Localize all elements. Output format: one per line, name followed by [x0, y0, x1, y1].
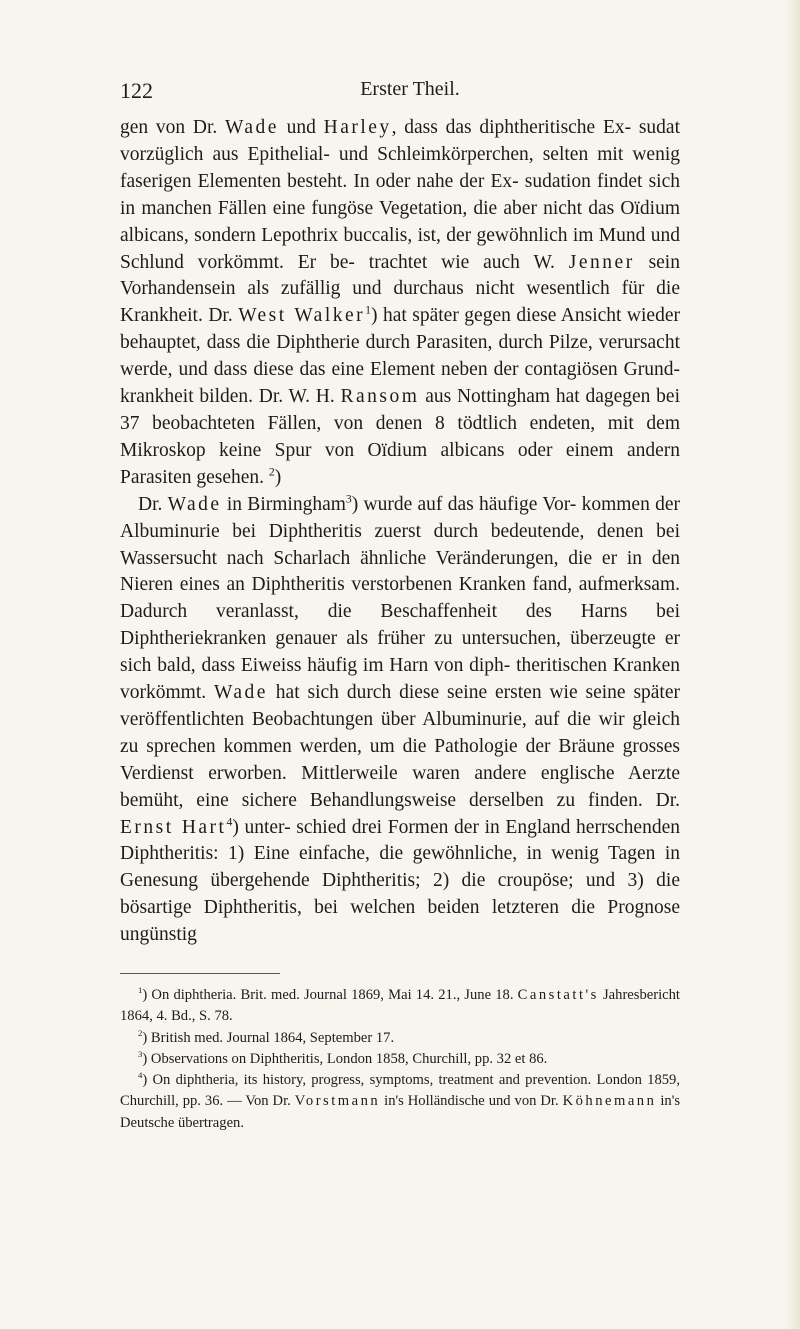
footnotes	[120, 985, 680, 1134]
text-run: sein Vorhandensein als zufällig und durchaus nicht wesentlich für die Krankheit. Dr.	[120, 251, 680, 327]
text-run: Jahresbericht 1864, 4. Bd., S. 78.	[120, 987, 680, 1025]
footnote-reference: 4	[226, 815, 233, 829]
footnote-mark-paren: )	[142, 1050, 148, 1067]
footnote-separator	[120, 973, 280, 974]
paragraph	[120, 115, 680, 492]
footnote-mark-paren: )	[142, 1029, 148, 1046]
text-run: ) wurde auf das häufige Vor- kommen der Albuminurie bei Diphtheritis zuerst durch bedeutende, denen bei Wassersucht nach Scharlach ähnliche Veränderungen, die er in den Nieren eines an Diphtheritis verstorbenen Kranken fand, aufmerksam. Dadurch veranlasst, die Beschaffenheit des Harns bei Diphtheriekranken genauer als früher zu untersuchen, überzeugte er sich bald, dass Eiweiss häufig im Harn von diph- theritischen Kranken vorkömmt.	[120, 493, 681, 704]
footnote-reference: 3	[345, 492, 352, 506]
text-run: hat sich durch diese seine ersten wie seine später veröffentlichten Beobachtungen über Albuminurie, auf die wir gleich zu sprechen kommen werden, um die Pathologie der Bräune grosses Verdienst erworben. Mittlerweile waren andere englische Aerzte bemüht, eine sichere Behandlungsweise derselben zu finden. Dr.	[120, 682, 681, 811]
text-run: aus Nottingham hat dagegen bei 37 beobachteten Fällen, von denen 8 tödtlich endeten, mit dem Mikroskop keine Spur von Oïdium albicans oder einem andern Parasiten gesehen.	[120, 386, 680, 488]
page-number: 122	[120, 78, 153, 103]
footnote-mark: 2	[138, 1027, 143, 1038]
body-text	[120, 115, 680, 949]
running-title: Erster Theil.	[360, 78, 460, 100]
text-run: )	[274, 466, 282, 488]
text-run: ) unter- schied drei Formen der in England herrschenden Diphtheritis: 1) Eine einfache, die gewöhnliche, in wenig Tagen in Genesung übergehende Diphtheritis; 2) die croupöse; und 3) die bösartige Diphtheritis, bei welchen beiden letzteren die Prognose ungünstig	[120, 816, 680, 946]
text-run: On diphtheria. Brit. med. Journal 1869, Mai 14. 21., June 18.	[147, 987, 518, 1003]
footnote	[120, 1070, 680, 1134]
spaced-name: Wade	[214, 682, 268, 704]
spaced-name: Köhnemann	[562, 1093, 657, 1110]
text-run: in's Deutsche übertragen.	[120, 1093, 681, 1131]
page-edge-shadow	[786, 0, 800, 1329]
footnote	[120, 985, 680, 1028]
text-run: Observations on Diphtheritis, London 1858, Churchill, pp. 32 et 86.	[147, 1050, 548, 1067]
spaced-name: Jenner	[568, 251, 635, 273]
text-run: ) hat später gegen diese Ansicht wieder behauptet, dass die Diphtherie durch Parasiten, durch Pilze, verursacht werde, und dass diese das eine Element neben der contagiösen Grund- krankheit bilden. Dr. W. H.	[120, 305, 680, 408]
footnote-reference: 2	[268, 465, 275, 479]
text-run: Dr.	[138, 493, 168, 515]
spaced-name: Canstatt's	[517, 987, 599, 1003]
spaced-name: Ernst Hart	[120, 816, 227, 838]
text-run: in's Holländische und von Dr.	[380, 1093, 563, 1110]
footnote	[120, 1049, 680, 1070]
spaced-name: Harley	[323, 117, 392, 138]
spaced-name: Ransom	[340, 386, 420, 408]
footnote-mark: 4	[138, 1070, 143, 1081]
spaced-name: Wade	[167, 493, 222, 515]
footnote	[120, 1028, 680, 1049]
text-run: in Birmingham	[221, 493, 346, 515]
page-header	[120, 78, 680, 108]
spaced-name: Wade	[224, 117, 279, 138]
text-run: British med. Journal 1864, September 17.	[147, 1029, 395, 1046]
footnote-mark-paren: )	[142, 1072, 148, 1089]
spaced-name: Vorstmann	[294, 1093, 381, 1110]
paragraph	[120, 492, 680, 949]
footnote-mark: 1	[138, 985, 143, 996]
footnote-mark-paren: )	[142, 987, 148, 1003]
text-run: und	[278, 117, 324, 138]
footnote-reference: 1	[365, 303, 371, 317]
spaced-name: West Walker	[238, 305, 366, 327]
text-run: , dass das diphtheritische Ex- sudat vorzüglich aus Epithelial- und Schleimkörperchen, selten mit wenig faserigen Elementen besteht. In oder nahe der Ex- sudation findet sich in manchen Fällen eine fungöse Vegetation, die aber nicht das Oïdium albicans, sondern Lepothrix buccalis, ist, der gewöhnlich im Mund und Schlund vorkömmt. Er be- trachtet wie auch W.	[120, 117, 680, 273]
footnote-mark: 3	[138, 1049, 143, 1060]
text-run: gen von Dr.	[120, 117, 225, 138]
text-run: On diphtheria, its history, progress, symptoms, treatment and prevention. London 1859, Churchill, pp. 36. — Von Dr.	[120, 1072, 680, 1110]
